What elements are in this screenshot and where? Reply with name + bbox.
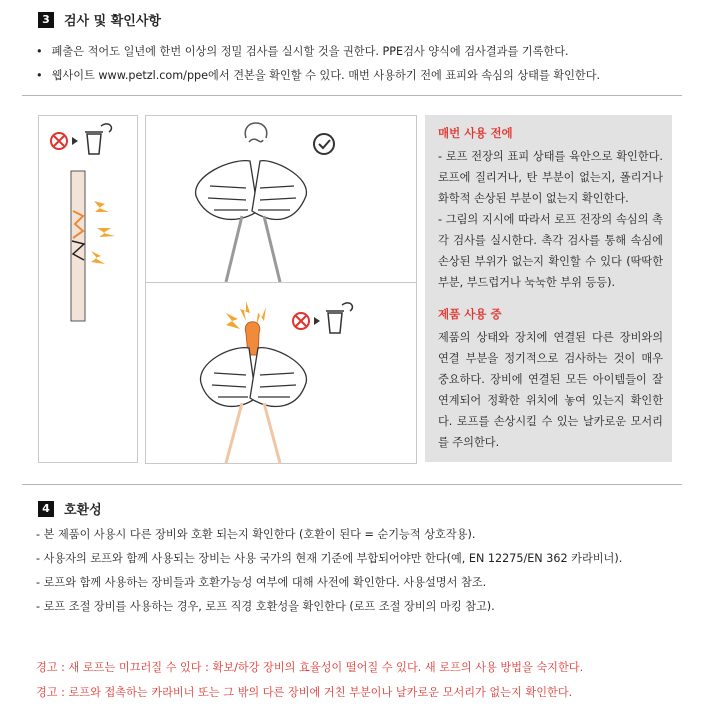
illustration-hand-inspection-damaged: [145, 282, 417, 464]
inspection-bullet-list: [36, 40, 600, 88]
section-number-badge: 3: [38, 12, 54, 28]
during-use-text: 제품의 상태와 장치에 연결된 다른 장비와의 연결 부분을 정기적으로 검사하는 것이 매우 중요하다. 장비에 연결된 모든 아이템들이 잘 연계되어 정확한 위치에 놓여 있는지 확인한다. 로프를 손상시킬 수 있는 날카로운 모서리를 주의한다.: [438, 331, 663, 449]
arrow-icon: [72, 137, 78, 145]
warning-text: 경고 : 새 로프는 미끄러질 수 있다 : 확보/하강 장비의 효율성이 떨어질 수 있다. 새 로프의 사용 방법을 숙지한다.: [36, 661, 584, 674]
forbidden-icon: [293, 313, 309, 329]
divider: [22, 484, 682, 485]
bullet-item: • 폐출은 적어도 일년에 한번 이상의 정밀 검사를 실시할 것을 권한다. PPE검사 양식에 검사결과를 기록한다.: [36, 40, 600, 64]
forbidden-icon: [51, 133, 67, 149]
compatibility-item: - 본 제품이 사용시 다른 장비와 호환 되는지 확인한다 (호환이 된다 = 순기능적 상호작용).: [36, 528, 476, 541]
rope-strands: [226, 216, 280, 282]
warning-text: 경고 : 로프와 접촉하는 카라비너 또는 그 밖의 다른 장비에 거친 부분이나 날카로운 모서리가 없는지 확인한다.: [36, 686, 573, 699]
hands-drawing: [201, 348, 307, 407]
section-title: 호환성: [64, 503, 102, 518]
before-use-text: [438, 146, 663, 293]
section-3-header: [38, 10, 161, 29]
section-number-badge: 4: [38, 501, 54, 517]
before-use-line: - 로프 전장의 표피 상태를 육안으로 확인한다. 로프에 질리거나, 탄 부분이 없는지, 폴리거나 화학적 손상된 부분이 없는지 확인한다.: [438, 150, 663, 205]
lightning-icon: [91, 201, 115, 264]
warning-list: [36, 655, 583, 705]
section-4-header: [38, 499, 102, 518]
during-use-heading: 제품 사용 중: [438, 307, 502, 321]
compatibility-item: - 로프 조절 장비를 사용하는 경우, 로프 직경 호환성을 확인한다 (로프 조절 장비의 마킹 참고).: [36, 600, 495, 613]
damaged-rope-drawing: [71, 171, 85, 321]
compatibility-list: [36, 523, 676, 619]
illustration-damaged-sheath: [38, 115, 138, 463]
inspection-info-panel: [425, 115, 672, 462]
rope-strands: [226, 403, 280, 463]
compatibility-item: - 로프와 함께 사용하는 장비들과 호환가능성 여부에 대해 사전에 확인한다. 사용설명서 참조.: [36, 576, 487, 589]
before-use-line: - 그림의 지시에 따라서 로프 전장의 속심의 촉각 검사를 실시한다. 촉각 검사를 통해 속심에 손상된 부위가 없는지 확인할 수 있다 (딱딱한 부분, 부드럽거나 눅눅한 부위 등등).: [438, 213, 663, 289]
bullet-item: • 웹사이트 www.petzl.com/ppe에서 견본을 확인할 수 있다. 매번 사용하기 전에 표피와 속심의 상태를 확인한다.: [36, 64, 600, 88]
check-icon: [314, 134, 334, 154]
divider: [22, 95, 682, 96]
trash-bin-icon: [326, 303, 352, 333]
arrow-icon: [314, 317, 320, 325]
rope-loop-drawing: [245, 123, 267, 142]
before-use-heading: 매번 사용 전에: [438, 126, 513, 140]
hands-drawing: [196, 161, 307, 220]
compatibility-item: - 사용자의 로프와 함께 사용되는 장비는 사용 국가의 현재 기준에 부합되어야만 한다(예, EN 12275/EN 362 카라비너).: [36, 552, 623, 565]
illustration-hand-inspection-ok: [145, 115, 417, 283]
trash-bin-icon: [85, 124, 111, 154]
section-title: 검사 및 확인사항: [64, 14, 161, 29]
